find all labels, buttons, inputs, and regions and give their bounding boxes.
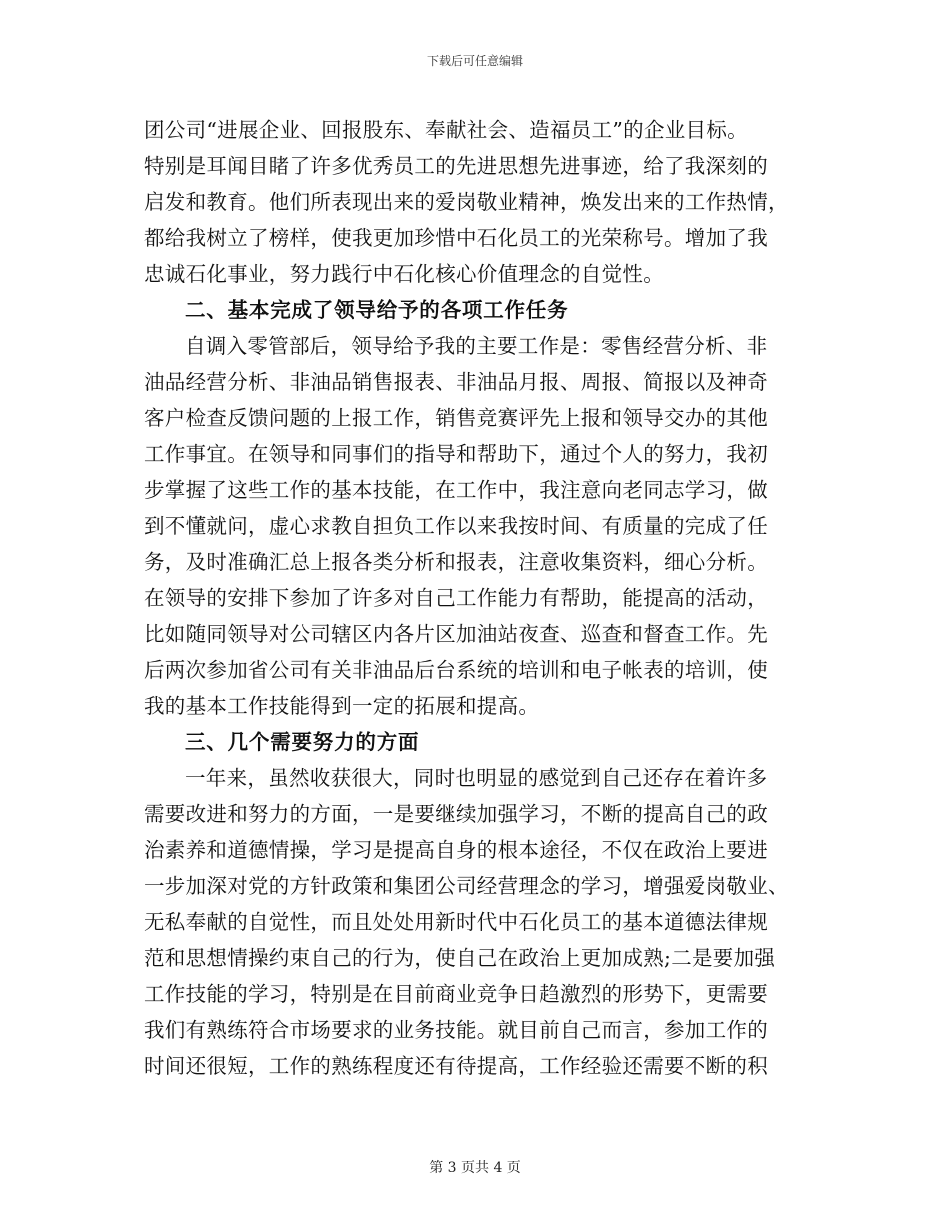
- body-line: 启发和教育。他们所表现出来的爱岗敬业精神，焕发出来的工作热情，: [144, 190, 789, 214]
- body-line: 到不懂就问，虚心求教自担负工作以来我按时间、有质量的完成了任: [144, 514, 768, 538]
- body-line: 都给我树立了榜样，使我更加珍惜中石化员工的光荣称号。增加了我: [144, 226, 768, 250]
- body-line: 步掌握了这些工作的基本技能，在工作中，我注意向老同志学习，做: [144, 478, 768, 502]
- body-line: 我的基本工作技能得到一定的拓展和提高。: [144, 694, 540, 718]
- paragraph-first-line: 一年来，虽然收获很大，同时也明显的感觉到自己还存在着许多: [185, 766, 768, 790]
- body-line: 时间还很短，工作的熟练程度还有待提高，工作经验还需要不断的积: [144, 1054, 768, 1078]
- section-heading: 三、几个需要努力的方面: [185, 730, 420, 754]
- body-line: 治素养和道德情操，学习是提高自身的根本途径，不仅在政治上要进: [144, 838, 768, 862]
- body-line: 范和思想情操约束自己的行为，使自己在政治上更加成熟;二是要加强: [144, 946, 776, 970]
- page-footer: 第 3 页共 4 页: [429, 1160, 521, 1176]
- body-line: 油品经营分析、非油品销售报表、非油品月报、周报、简报以及神奇: [144, 370, 768, 394]
- body-line: 务，及时准确汇总上报各类分析和报表，注意收集资料，细心分析。: [144, 550, 768, 574]
- body-line: 需要改进和努力的方面，一是要继续加强学习，不断的提高自己的政: [144, 802, 768, 826]
- body-line: 无私奉献的自觉性，而且处处用新时代中石化员工的基本道德法律规: [144, 910, 768, 934]
- body-line: 忠诚石化事业，努力践行中石化核心价值理念的自觉性。: [144, 262, 664, 286]
- body-line: 在领导的安排下参加了许多对自己工作能力有帮助，能提高的活动，: [144, 586, 768, 610]
- body-line: 我们有熟练符合市场要求的业务技能。就目前自己而言，参加工作的: [144, 1018, 768, 1042]
- body-line: 后两次参加省公司有关非油品后台系统的培训和电子帐表的培训，使: [144, 658, 768, 682]
- body-line: 工作技能的学习，特别是在目前商业竞争日趋激烈的形势下，更需要: [144, 982, 768, 1006]
- document-body: [144, 112, 809, 1084]
- body-line: 工作事宜。在领导和同事们的指导和帮助下，通过个人的努力，我初: [144, 442, 768, 466]
- section-heading: 二、基本完成了领导给予的各项工作任务: [185, 298, 569, 322]
- body-line: 特别是耳闻目睹了许多优秀员工的先进思想先进事迹，给了我深刻的: [144, 154, 768, 178]
- body-line: 一步加深对党的方针政策和集团公司经营理念的学习，增强爱岗敬业、: [144, 874, 789, 898]
- page-header: 下载后可任意编辑: [426, 54, 523, 68]
- body-line: 比如随同领导对公司辖区内各片区加油站夜查、巡查和督查工作。先: [144, 622, 768, 646]
- paragraph-first-line: 自调入零管部后，领导给予我的主要工作是：零售经营分析、非: [185, 334, 768, 358]
- body-line: 客户检查反馈问题的上报工作，销售竞赛评先上报和领导交办的其他: [144, 406, 768, 430]
- body-line: 团公司“进展企业、回报股东、奉献社会、造福员工”的企业目标。: [144, 118, 748, 142]
